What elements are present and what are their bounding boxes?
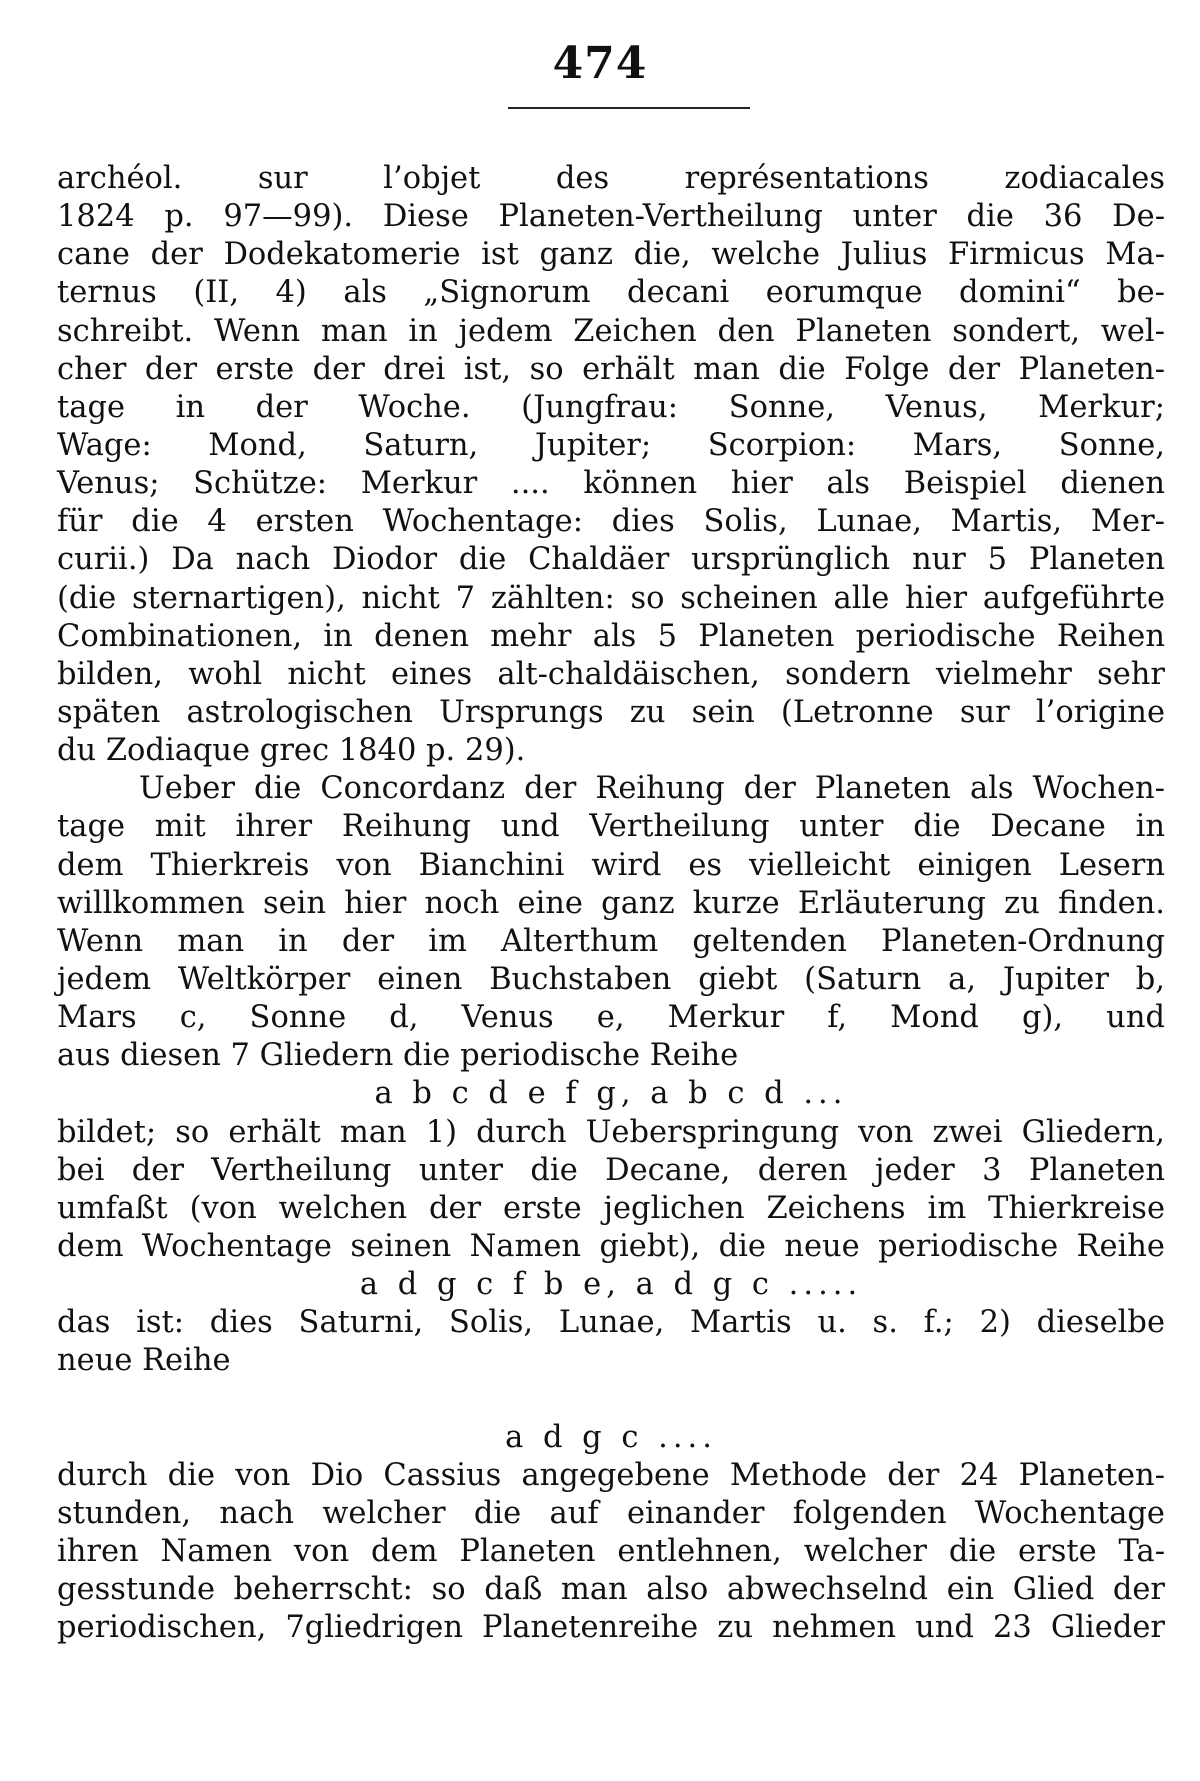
text-line: ihren Namen von dem Planeten entlehnen, welcher die erste Ta- [57, 1534, 1165, 1570]
body-text [57, 160, 1165, 1647]
text-line: Mars c, Sonne d, Venus e, Merkur f, Mond g), und [57, 1000, 1165, 1036]
text-line: (die sternartigen), nicht 7 zählten: so scheinen alle hier aufgeführte [57, 580, 1165, 616]
text-line: tage mit ihrer Reihung und Vertheilung unter die Decane in [57, 809, 1165, 845]
text-line: das ist: dies Saturni, Solis, Lunae, Martis u. s. f.; 2) dieselbe [57, 1305, 1165, 1341]
text-line: bilden, wohl nicht eines alt-chaldäischen, sondern vielmehr sehr [57, 656, 1165, 692]
paragraph-start-line: Ueber die Concordanz der Reihung der Planeten als Wochen- [139, 771, 1165, 807]
text-line: du Zodiaque grec 1840 p. 29). [57, 733, 526, 769]
text-line: dem Thierkreis von Bianchini wird es vielleicht einigen Lesern [57, 847, 1165, 883]
text-line: gesstunde beherrscht: so daß man also abwechselnd ein Glied der [57, 1572, 1165, 1608]
text-line: stunden, nach welcher die auf einander folgenden Wochentage [57, 1495, 1165, 1531]
text-line: neue Reihe [57, 1343, 231, 1379]
text-line: schreibt. Wenn man in jedem Zeichen den Planeten sondert, wel- [57, 313, 1165, 349]
text-line: cane der Dodekatomerie ist ganz die, welche Julius Firmicus Ma- [57, 237, 1165, 273]
text-line: willkommen sein hier noch eine ganz kurze Erläuterung zu finden. [57, 885, 1165, 921]
text-line: tage in der Woche. (Jungfrau: Sonne, Venus, Merkur; [57, 389, 1165, 425]
text-line: periodischen, 7gliedrigen Planetenreihe zu nehmen und 23 Glieder [57, 1610, 1165, 1646]
text-line: für die 4 ersten Wochentage: dies Solis, Lunae, Martis, Mer- [57, 504, 1165, 540]
sequence-line: a b c d e f g, a b c d ... [374, 1076, 848, 1112]
text-line: durch die von Dio Cassius angegebene Methode der 24 Planeten- [57, 1457, 1165, 1493]
text-line: Venus; Schütze: Merkur .... können hier als Beispiel dienen [57, 466, 1165, 502]
text-line: aus diesen 7 Gliedern die periodische Reihe [57, 1038, 739, 1074]
text-line: umfaßt (von welchen der erste jeglichen Zeichens im Thierkreise [57, 1190, 1165, 1226]
text-line: bei der Vertheilung unter die Decane, deren jeder 3 Planeten [57, 1152, 1165, 1188]
text-line: Wenn man in der im Alterthum geltenden Planeten-Ordnung [57, 923, 1165, 959]
blank-gap [57, 1381, 1165, 1419]
text-line: späten astrologischen Ursprungs zu sein (Letronne sur l’origine [57, 694, 1165, 730]
text-line: bildet; so erhält man 1) durch Ueberspringung von zwei Gliedern, [57, 1114, 1165, 1150]
text-line: cher der erste der drei ist, so erhält man die Folge der Planeten- [57, 351, 1165, 387]
text-line: archéol. sur l’objet des représentations zodiacales [57, 161, 1165, 196]
text-line: Combinationen, in denen mehr als 5 Planeten periodische Reihen [57, 618, 1165, 654]
text-line: ternus (II, 4) als „Signorum decani eorumque domini“ be- [57, 275, 1165, 311]
sequence-line: a d g c .... [505, 1419, 717, 1455]
sequence-line: a d g c f b e, a d g c ..... [359, 1267, 863, 1303]
text-line: Wage: Mond, Saturn, Jupiter; Scorpion: Mars, Sonne, [57, 427, 1165, 463]
text-line: 1824 p. 97—99). Diese Planeten-Vertheilung unter die 36 De- [57, 199, 1165, 235]
text-line: jedem Weltkörper einen Buchstaben giebt (Saturn a, Jupiter b, [57, 961, 1165, 997]
header-rule [508, 107, 750, 109]
page-number: 474 [552, 38, 648, 89]
text-line: dem Wochentage seinen Namen giebt), die neue periodische Reihe [57, 1228, 1165, 1264]
text-line: curii.) Da nach Diodor die Chaldäer ursprünglich nur 5 Planeten [57, 542, 1165, 578]
